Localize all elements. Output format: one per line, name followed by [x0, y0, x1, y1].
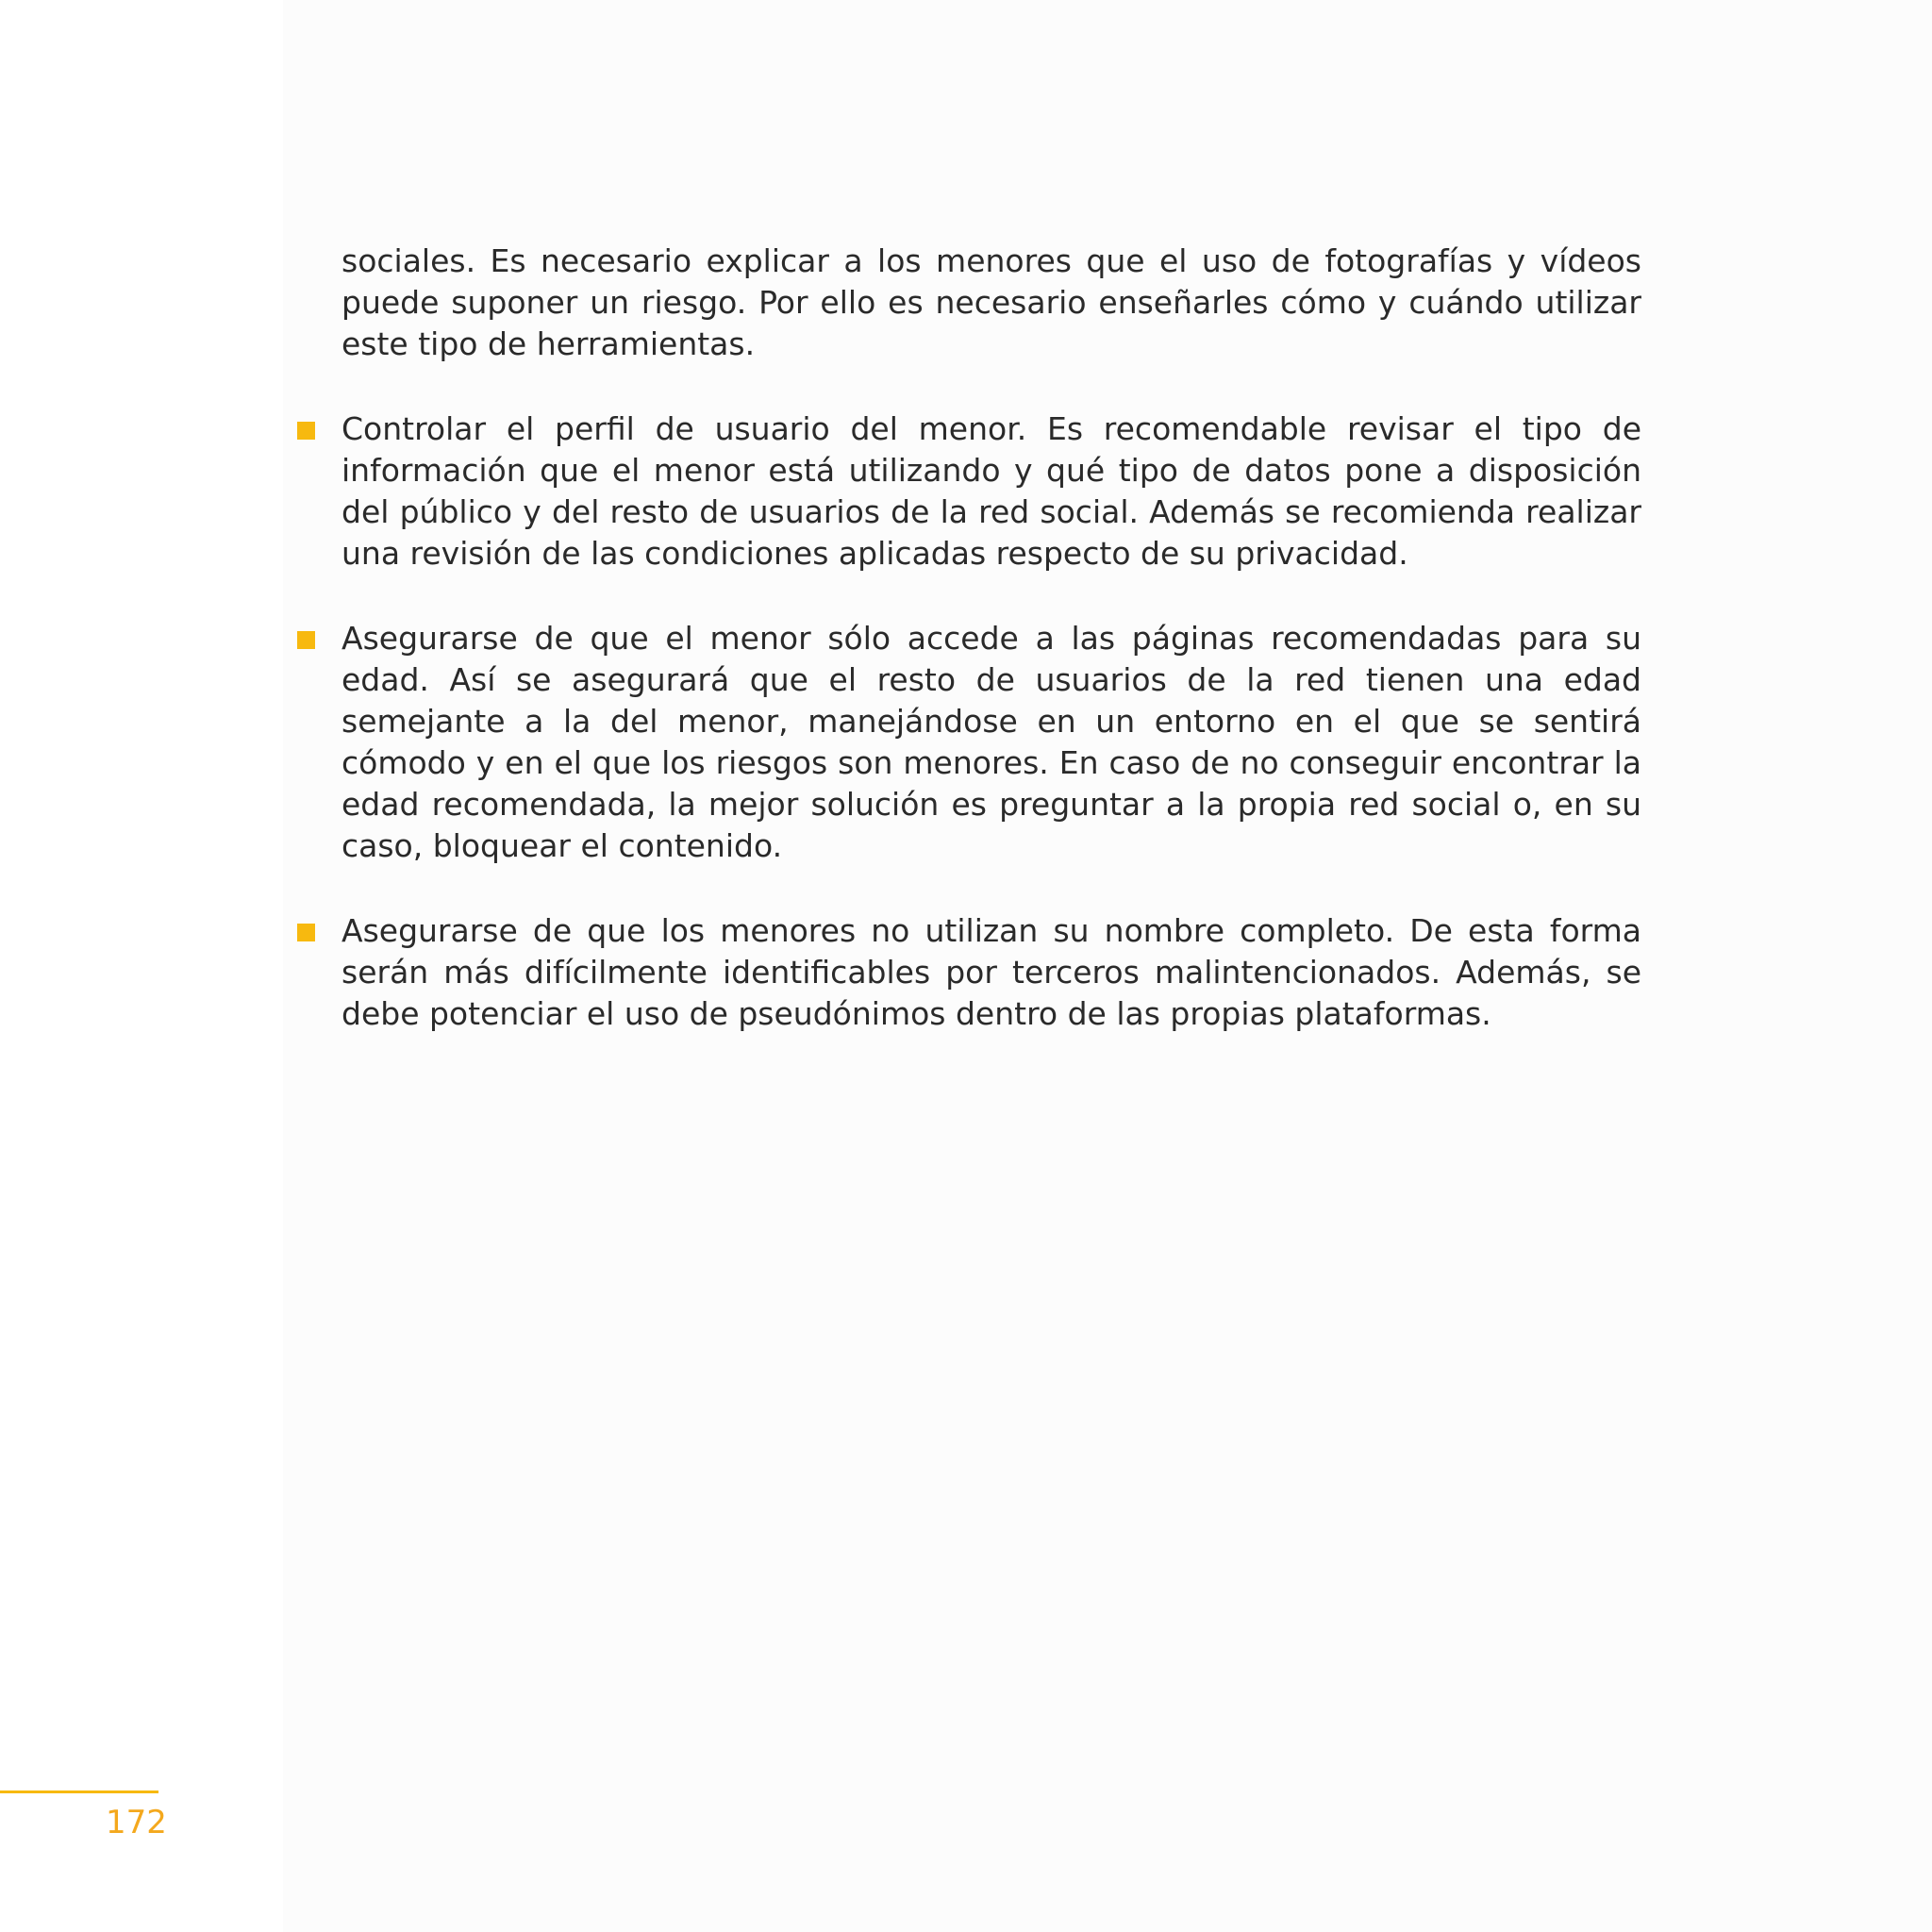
bullet-item-2: [341, 618, 1641, 867]
body-text: [341, 241, 1641, 1035]
square-bullet-icon: [297, 631, 315, 649]
bullet-text-1: Controlar el perfil de usuario del menor. Es recomendable revisar el tipo de información que el menor está utilizando y qué tipo de datos pone a disposición del público y del resto de usuarios de la red social. Además se recomienda realizar una revisión de las condiciones aplicadas respecto de su privacidad.: [341, 410, 1641, 572]
square-bullet-icon: [297, 924, 315, 941]
square-bullet-icon: [297, 422, 315, 440]
footer-divider: [0, 1790, 158, 1793]
intro-paragraph: sociales. Es necesario explicar a los menores que el uso de fotografías y vídeos puede suponer un riesgo. Por ello es necesario enseñarles cómo y cuándo utilizar este tipo de herramientas.: [341, 242, 1641, 362]
bullet-text-3: Asegurarse de que los menores no utilizan su nombre completo. De esta forma serán más difícilmente identificables por terceros malintencionados. Además, se debe potenciar el uso de pseudónimos dentro de las propias plataformas.: [341, 912, 1641, 1032]
bullet-text-2: Asegurarse de que el menor sólo accede a las páginas recomendadas para su edad. Así se asegurará que el resto de usuarios de la red tienen una edad semejante a la del menor, manejándose en un entorno en el que se sentirá cómodo y en el que los riesgos son menores. En caso de no conseguir encontrar la edad recomendada, la mejor solución es preguntar a la propia red social o, en su caso, bloquear el contenido.: [341, 620, 1641, 864]
page-number: 172: [106, 1804, 167, 1841]
bullet-item-1: [341, 408, 1641, 575]
bullet-item-3: [341, 910, 1641, 1035]
